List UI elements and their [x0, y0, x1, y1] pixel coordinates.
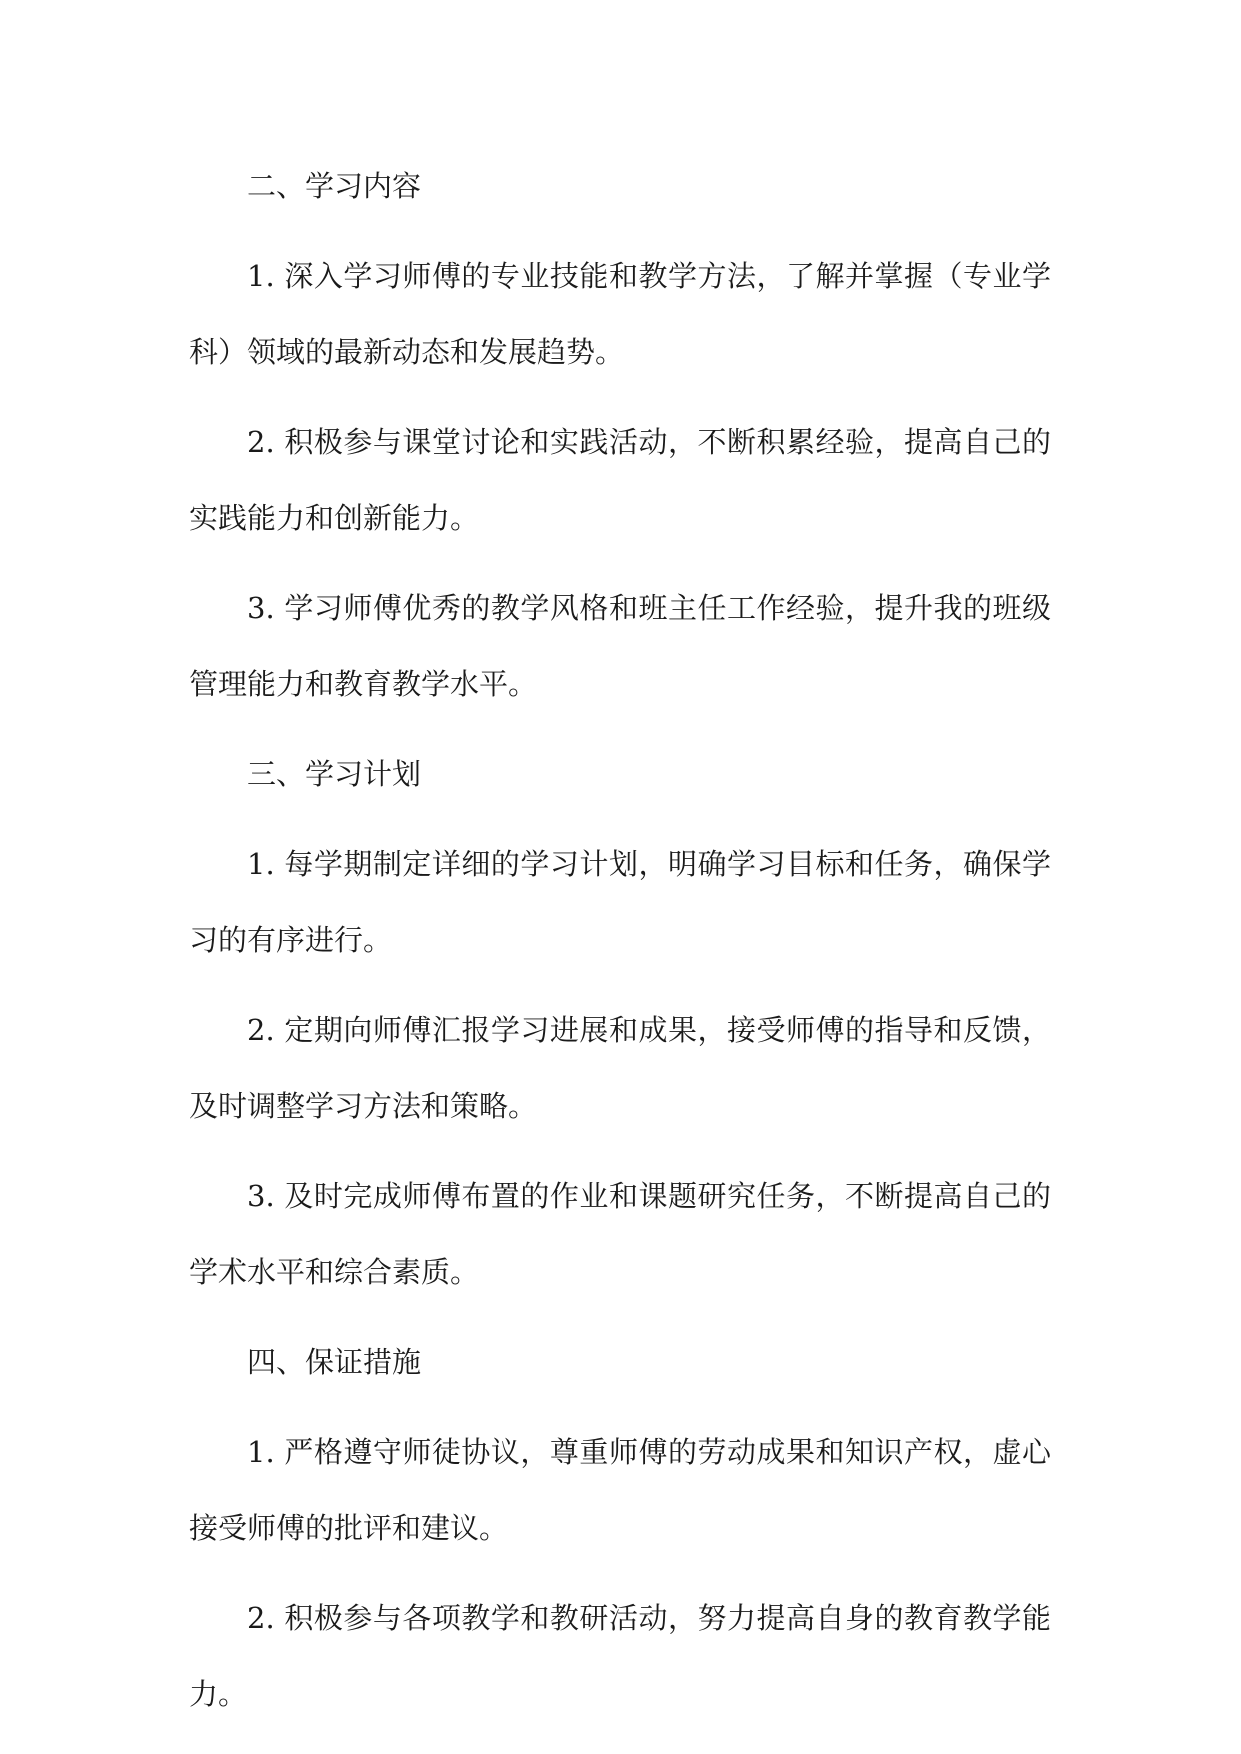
paragraph: 3. 学习师傅优秀的教学风格和班主任工作经验，提升我的班级管理能力和教育教学水平。 — [189, 591, 1051, 701]
section-heading-learning-plan: 三、学习计划 — [247, 757, 422, 791]
section-heading-learning-content: 二、学习内容 — [247, 169, 422, 203]
paragraph: 1. 严格遵守师徒协议，尊重师傅的劳动成果和知识产权，虚心接受师傅的批评和建议。 — [189, 1435, 1051, 1545]
paragraph: 1. 每学期制定详细的学习计划，明确学习目标和任务，确保学习的有序进行。 — [189, 847, 1051, 957]
document-body — [189, 148, 1051, 1746]
paragraph: 2. 积极参与课堂讨论和实践活动，不断积累经验，提高自己的实践能力和创新能力。 — [189, 425, 1051, 535]
paragraph: 2. 定期向师傅汇报学习进展和成果，接受师傅的指导和反馈，及时调整学习方法和策略。 — [189, 1013, 1051, 1123]
paragraph: 1. 深入学习师傅的专业技能和教学方法，了解并掌握（专业学科）领域的最新动态和发展趋势。 — [189, 259, 1051, 369]
paragraph: 2. 积极参与各项教学和教研活动，努力提高自身的教育教学能力。 — [189, 1601, 1051, 1711]
paragraph: 3. 及时完成师傅布置的作业和课题研究任务，不断提高自己的学术水平和综合素质。 — [189, 1179, 1051, 1289]
section-heading-guarantee-measures: 四、保证措施 — [247, 1345, 422, 1379]
